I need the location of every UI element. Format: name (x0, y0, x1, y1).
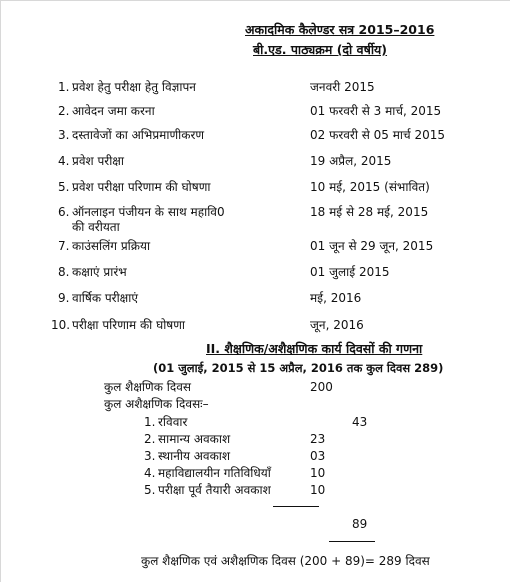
item-date: 02 फरवरी से 05 मार्च 2015 (310, 128, 446, 142)
working-days-label: कुल शैक्षणिक दिवस (104, 380, 192, 394)
item-event: प्रवेश हेतु परीक्षा हेतु विज्ञापन (72, 80, 196, 94)
section-heading: II. शैक्षणिक/अशैक्षणिक कार्य दिवसों की गणना (206, 341, 423, 356)
item-date: 19 अप्रैल, 2015 (310, 154, 392, 168)
item-date: जनवरी 2015 (310, 80, 375, 94)
item-value: 10 (310, 483, 326, 497)
item-event: आवेदन जमा करना (72, 104, 155, 118)
item-label: परीक्षा पूर्व तैयारी अवकाश (158, 483, 271, 497)
item-number: 1. (144, 415, 156, 429)
item-date: 01 जुलाई 2015 (310, 265, 390, 279)
item-date: जून, 2016 (310, 318, 364, 332)
nonworking-days-label: कुल अशैक्षणिक दिवसः– (104, 397, 209, 411)
item-number: 9. (58, 291, 70, 305)
item-number: 10. (51, 318, 71, 332)
item-event: दस्तावेजों का अभिप्रमाणीकरण (72, 128, 205, 142)
item-number: 4. (58, 154, 70, 168)
item-number: 3. (144, 449, 156, 463)
nonworking-total: 89 (352, 517, 368, 531)
item-number: 5. (58, 180, 70, 194)
item-event: ऑनलाइन पंजीयन के साथ महावि0 (72, 205, 225, 219)
item-label: महाविद्यालयीन गतिविधियॉं (158, 466, 271, 480)
item-value: 43 (352, 415, 368, 429)
item-number: 8. (58, 265, 70, 279)
item-date: 18 मई से 28 मई, 2015 (310, 205, 429, 219)
item-event: कक्षाएं प्रारंभ (72, 265, 127, 279)
item-number: 7. (58, 239, 70, 253)
calendar-title: अकादमिक कैलेण्डर सत्र 2015–2016 (245, 22, 435, 37)
item-number: 6. (58, 205, 70, 219)
item-value: 03 (310, 449, 326, 463)
item-event: परीक्षा परिणाम की घोषणा (72, 318, 186, 332)
item-date: 10 मई, 2015 (संभावित) (310, 180, 430, 194)
item-number: 4. (144, 466, 156, 480)
total-rule (329, 541, 375, 542)
grand-total: कुल शैक्षणिक एवं अशैक्षणिक दिवस (200 + 89)= 289 दिवस (141, 554, 430, 568)
item-number: 2. (58, 104, 70, 118)
item-event: वार्षिक परीक्षाएं (72, 291, 139, 305)
item-date: 01 फरवरी से 3 मार्च, 2015 (310, 104, 442, 118)
item-label: स्थानीय अवकाश (158, 449, 231, 463)
item-number: 5. (144, 483, 156, 497)
item-value: 23 (310, 432, 326, 446)
item-number: 1. (58, 80, 70, 94)
item-event: प्रवेश परीक्षा (72, 154, 125, 168)
item-event: काउंसलिंग प्रक्रिया (72, 239, 151, 253)
item-number: 2. (144, 432, 156, 446)
item-label: रविवार (158, 415, 188, 429)
item-value: 10 (310, 466, 326, 480)
item-date: 01 जून से 29 जून, 2015 (310, 239, 434, 253)
item-event: प्रवेश परीक्षा परिणाम की घोषणा (72, 180, 211, 194)
course-subtitle: बी.एड. पाठ्यक्रम (दो वर्षीय) (253, 42, 388, 57)
item-number: 3. (58, 128, 70, 142)
working-days-value: 200 (310, 380, 333, 394)
section-subheading: (01 जुलाई, 2015 से 15 अप्रैल, 2016 तक कुल दिवस 289) (153, 361, 444, 375)
item-date: मई, 2016 (310, 291, 362, 305)
item-event-continued: की वरीयता (72, 220, 120, 234)
subtotal-rule (273, 506, 319, 507)
item-label: सामान्य अवकाश (158, 432, 231, 446)
